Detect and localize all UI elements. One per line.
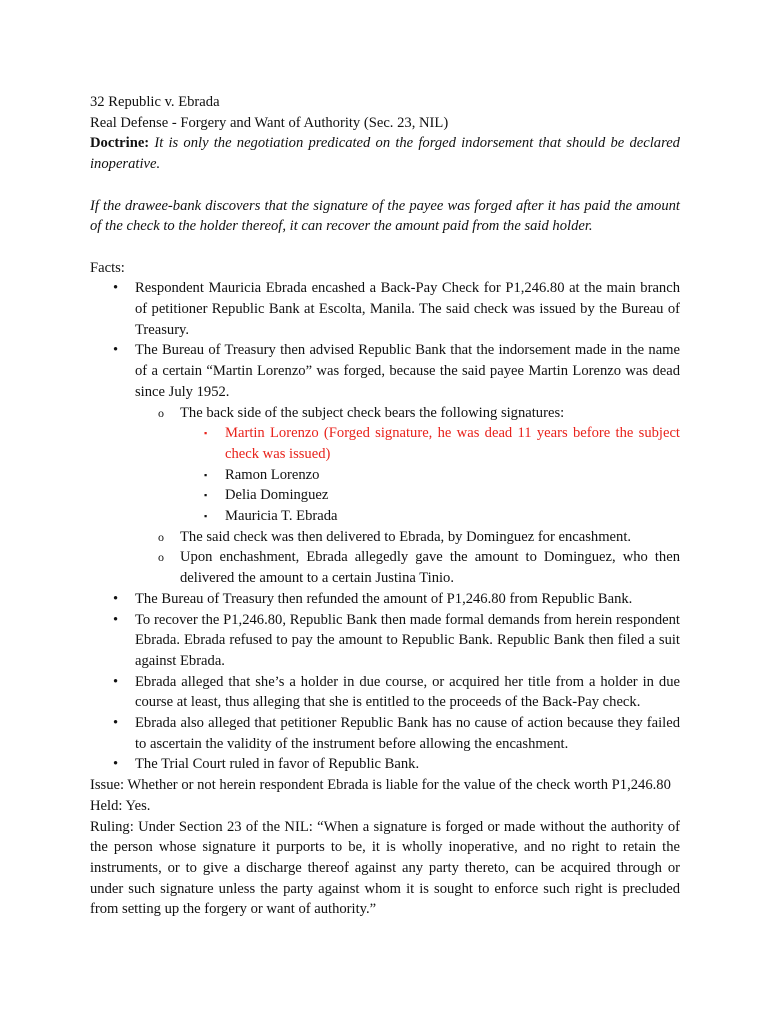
signature-text: Delia Dominguez (225, 487, 329, 504)
facts-item-text: To recover the P1,246.80, Republic Bank then made formal demands from herein respondent Ebrada. Ebrada refused to pay the amount to Republic Bank. Republic Bank then filed a suit against Ebrada. (135, 611, 680, 669)
facts-item-text: The Bureau of Treasury then refunded the amount of P1,246.80 from Republic Bank. (135, 590, 633, 607)
facts-item (90, 713, 680, 754)
facts-item-text: Ebrada also alleged that petitioner Republic Bank has no cause of action because they failed to ascertain the validity of the instrument before allowing the encashment. (135, 715, 680, 752)
circle-bullet-icon: o (158, 550, 164, 565)
facts-item-text: Respondent Mauricia Ebrada encashed a Back-Pay Check for P1,246.80 at the main branch of petitioner Republic Bank at Escolta, Manila. The said check was issued by the Bureau of Treasury. (135, 280, 680, 338)
bullet-icon: • (113, 280, 119, 297)
facts-subitem-text: The back side of the subject check bears the following signatures: (180, 404, 565, 421)
bullet-icon: • (113, 611, 119, 628)
ruling-paragraph: Ruling: Under Section 23 of the NIL: “When a signature is forged or made without the authority of the person whose signature it purports to be, it is wholly inoperative, and no right to retain the instruments, or to give a discharge thereof against any party thereto, can be acquired through or under such signature unless the party against whom it is sought to enforce such right is precluded from setting up the forgery or want of authority.” (90, 818, 680, 918)
facts-item (90, 589, 680, 610)
signature-item (180, 465, 680, 486)
facts-item (90, 340, 680, 588)
facts-subitem (135, 403, 680, 527)
signature-item (180, 506, 680, 527)
case-title: 32 Republic v. Ebrada (90, 94, 220, 110)
doctrine-text-2: If the drawee-bank discovers that the signature of the payee was forged after it has paid the amount of the check to the holder thereof, it can recover the amount paid from the said holder. (90, 197, 680, 235)
facts-subitem (135, 547, 680, 588)
facts-subitem-text: Upon enchashment, Ebrada allegedly gave the amount to Dominguez, who then delivered the amount to a certain Justina Tinio. (180, 549, 680, 587)
facts-subitem (135, 527, 680, 548)
signature-text: Martin Lorenzo (Forged signature, he was dead 11 years before the subject check was issued) (225, 425, 680, 462)
bullet-icon: • (113, 342, 119, 359)
facts-item (90, 754, 680, 775)
square-bullet-icon: ▪ (204, 511, 208, 522)
doctrine-paragraph (90, 133, 680, 174)
facts-subitem-text: The said check was then delivered to Ebrada, by Dominguez for encashment. (180, 528, 632, 545)
bullet-icon: • (113, 590, 119, 607)
signature-text: Mauricia T. Ebrada (225, 508, 338, 525)
facts-label: Facts: (90, 259, 125, 276)
facts-item-text: Ebrada alleged that she’s a holder in due course, or acquired her title from a holder in due course at least, thus alleging that she is entitled to the proceeds of the Back-Pay check. (135, 673, 680, 711)
facts-list (90, 278, 680, 775)
doctrine-label: Doctrine: (90, 135, 150, 152)
issue-paragraph: Issue: Whether or not herein respondent Ebrada is liable for the value of the check worth P1,246.80 (90, 777, 671, 794)
facts-item (90, 672, 680, 713)
doctrine-text: It is only the negotiation predicated on the forged indorsement that should be declared inoperative. (90, 135, 680, 173)
square-bullet-icon: ▪ (204, 428, 208, 439)
circle-bullet-icon: o (158, 529, 164, 544)
facts-item-text: The Bureau of Treasury then advised Republic Bank that the indorsement made in the name of a certain “Martin Lorenzo” was forged, because the said payee Martin Lorenzo was dead since July 1952. (135, 342, 680, 400)
square-bullet-icon: ▪ (204, 469, 208, 480)
bullet-icon: • (113, 673, 119, 690)
signature-item (180, 485, 680, 506)
facts-item (90, 278, 680, 340)
signature-item-forged (180, 423, 680, 464)
held-paragraph: Held: Yes. (90, 797, 151, 814)
bullet-icon: • (113, 715, 119, 732)
case-topic: Real Defense - Forgery and Want of Authority (Sec. 23, NIL) (90, 114, 449, 131)
signature-text: Ramon Lorenzo (225, 466, 320, 483)
facts-sublist (135, 403, 680, 589)
doctrine-second-paragraph (90, 196, 680, 237)
facts-item (90, 610, 680, 672)
signatures-list (180, 423, 680, 527)
facts-item-text: The Trial Court ruled in favor of Republic Bank. (135, 756, 420, 773)
bullet-icon: • (113, 756, 119, 773)
square-bullet-icon: ▪ (204, 490, 208, 501)
circle-bullet-icon: o (158, 405, 164, 420)
spacer (90, 237, 680, 258)
case-digest (90, 92, 680, 920)
spacer (90, 175, 680, 196)
